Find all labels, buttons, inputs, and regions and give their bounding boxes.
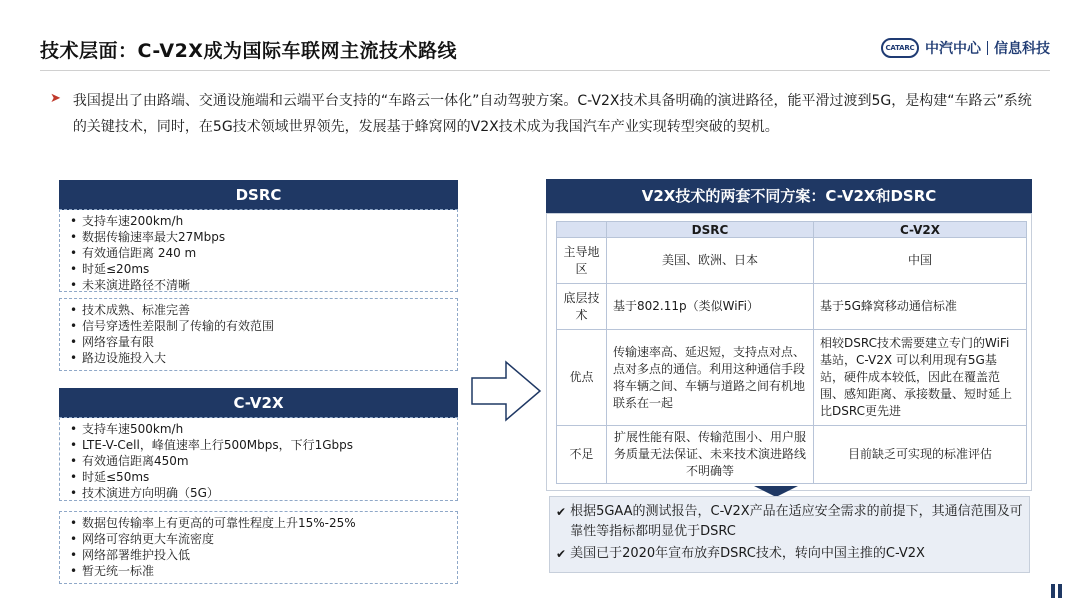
cv2x-cell: 基于5G蜂窝移动通信标准 (814, 284, 1027, 330)
list-item: • 信号穿透性差限制了传输的有效范围 (68, 318, 449, 334)
row-label: 不足 (557, 426, 607, 484)
list-item: • LTE-V-Cell，峰值速率上行500Mbps，下行1Gbps (68, 437, 449, 453)
list-item: • 数据包传输率上有更高的可靠性程度上升15%-25% (68, 515, 449, 531)
row-label: 优点 (557, 330, 607, 426)
dsrc-traits-box (59, 298, 458, 371)
slide-title: 技术层面：C-V2X成为国际车联网主流技术路线 (40, 40, 457, 62)
logo-dept-name: 信息科技 (994, 41, 1050, 57)
table-row (557, 330, 1027, 426)
intro-text: 我国提出了由路端、交通设施端和云端平台支持的“车路云一体化”自动驾驶方案。C-V2X技术具备明确的演进路径，能平滑过渡到5G，是构建“车路云”系统的关键技术，同时，在5G技术领域世界领先，发展基于蜂窝网的V2X技术成为我国汽车产业实现转型突破的契机。 (72, 93, 1032, 135)
dsrc-cell: 基于802.11p（类似WiFi） (607, 284, 814, 330)
conclusion-box (549, 496, 1030, 573)
table-header-row (557, 222, 1027, 238)
cv2x-cell: 中国 (814, 238, 1027, 284)
cv2x-cell: 目前缺乏可实现的标准评估 (814, 426, 1027, 484)
cv2x-cell: 相较DSRC技术需要建立专门的WiFi基站，C-V2X 可以利用现有5G基站，硬件成本较低，因此在覆盖范围、感知距离、承接数量、短时延上比DSRC更先进 (814, 330, 1027, 426)
slide-header (0, 0, 1080, 72)
table-row (557, 238, 1027, 284)
cv2x-header: C-V2X (59, 388, 458, 418)
conclusion-text: 根据5GAA的测试报告，C-V2X产品在适应安全需求的前提下，其通信范围及可靠性等指标都明显优于DSRC (570, 504, 1023, 539)
logo-org-name: 中汽中心 (925, 41, 981, 57)
dsrc-cell: 扩展性能有限、传输范围小、用户服务质量无法保证、未来技术演进路线不明确等 (607, 426, 814, 484)
conclusion-item (556, 544, 1023, 564)
right-arrow-icon (470, 360, 542, 422)
cv2x-traits-box (59, 511, 458, 584)
marker-bar (1051, 584, 1055, 598)
marker-bar (1058, 584, 1062, 598)
table-header-cell: C-V2X (814, 222, 1027, 238)
table-row (557, 426, 1027, 484)
list-item: • 有效通信距离 240 m (68, 245, 449, 261)
list-item: • 技术演进方向明确（5G） (68, 485, 449, 501)
list-item: • 网络部署维护投入低 (68, 547, 449, 563)
list-item: • 有效通信距离450m (68, 453, 449, 469)
dsrc-header: DSRC (59, 180, 458, 210)
list-item: • 支持车速200km/h (68, 213, 449, 229)
dsrc-cell: 传输速率高、延迟短，支持点对点、点对多点的通信。利用这种通信手段将车辆之间、车辆与道路之间有机地联系在一起 (607, 330, 814, 426)
org-logo (881, 38, 1050, 58)
row-label: 底层技术 (557, 284, 607, 330)
list-item: • 时延≤20ms (68, 261, 449, 277)
list-item: • 技术成熟、标准完善 (68, 302, 449, 318)
list-item: • 网络容量有限 (68, 334, 449, 350)
comparison-header: V2X技术的两套不同方案：C-V2X和DSRC (546, 179, 1032, 213)
table-row (557, 284, 1027, 330)
list-item: • 网络可容纳更大车流密度 (68, 531, 449, 547)
dsrc-cell: 美国、欧洲、日本 (607, 238, 814, 284)
table-header-cell (557, 222, 607, 238)
catarc-logo-icon: CATARC (881, 38, 919, 58)
list-item: • 数据传输速率最大27Mbps (68, 229, 449, 245)
check-icon: ✔ (556, 505, 567, 519)
dsrc-specs-box (59, 209, 458, 292)
intro-paragraph (50, 88, 1040, 140)
conclusion-item (556, 502, 1023, 542)
list-item: • 支持车速500km/h (68, 421, 449, 437)
list-item: • 时延≤50ms (68, 469, 449, 485)
header-divider (40, 70, 1050, 71)
list-item: • 暂无统一标准 (68, 563, 449, 579)
list-item: • 路边设施投入大 (68, 350, 449, 366)
comparison-table (556, 221, 1027, 484)
conclusion-text: 美国已于2020年宣布放弃DSRC技术，转向中国主推的C-V2X (570, 546, 925, 561)
cv2x-specs-box (59, 417, 458, 501)
list-item: • 未来演进路径不清晰 (68, 277, 449, 293)
logo-divider (987, 41, 988, 55)
check-icon: ✔ (556, 547, 567, 561)
page-marker-icon (1051, 584, 1062, 598)
arrow-bullet-icon: ➤ (50, 91, 61, 106)
row-label: 主导地区 (557, 238, 607, 284)
table-header-cell: DSRC (607, 222, 814, 238)
